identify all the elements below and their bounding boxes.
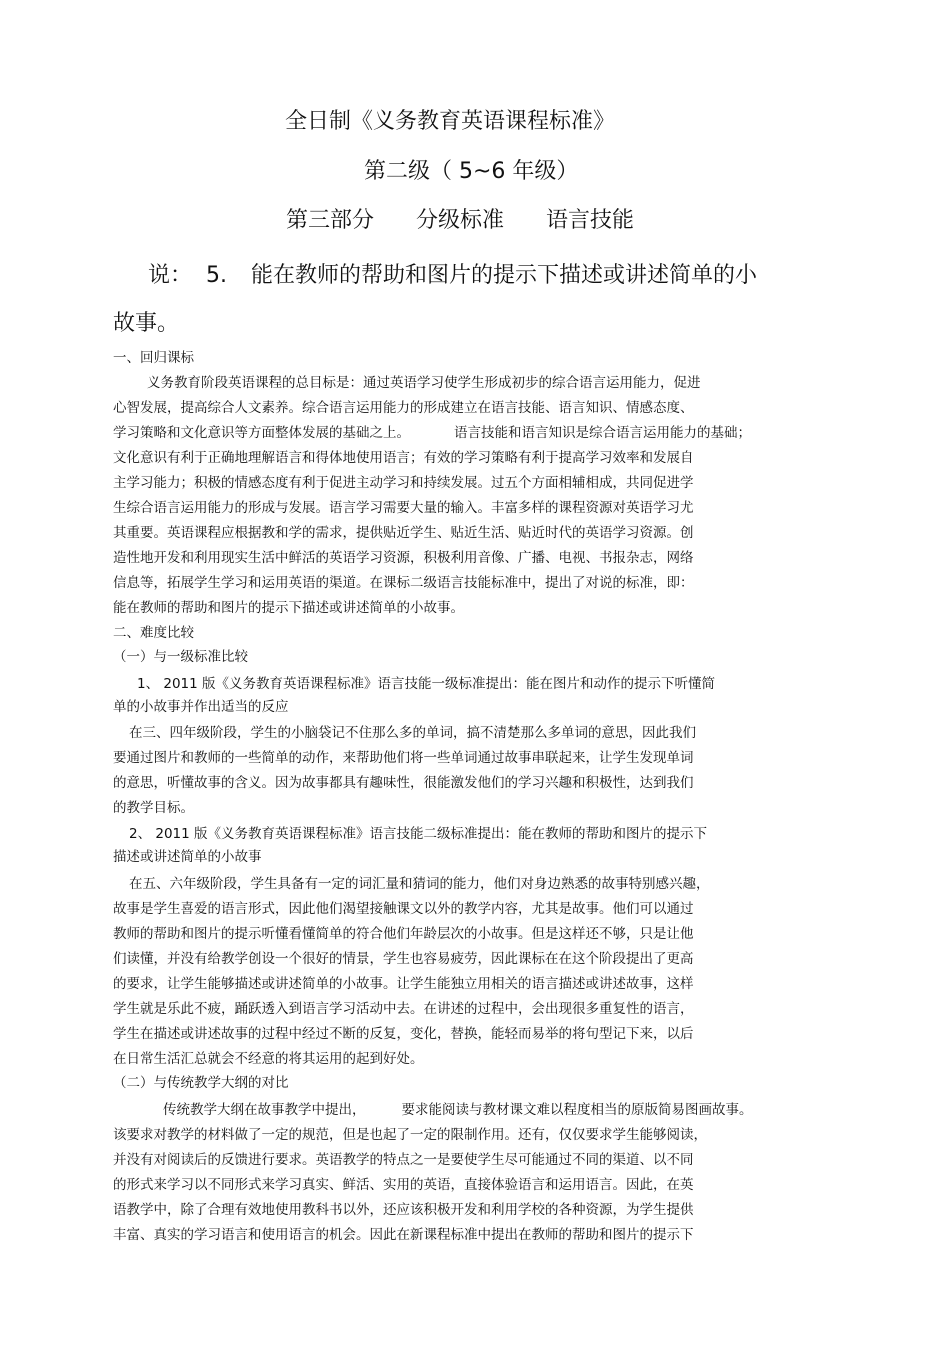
sub1-para2-line: 学生在描述或讲述故事的过程中经过不断的反复，变化，替换，能轻而易举的将句型记下来，以后	[113, 1026, 694, 1042]
section-level: 分级标准	[416, 208, 505, 233]
sub1-para2-line: 学生就是乐此不疲，踊跃透入到语言学习活动中去。在讲述的过程中，会出现很多重复性的语言，	[113, 1001, 694, 1017]
section1-line: 文化意识有利于正确地理解语言和得体地使用语言；有效的学习策略有利于提高学习效率和发展自	[113, 450, 694, 466]
section-part: 第三部分	[286, 208, 375, 233]
section2-heading: 二、难度比较	[113, 625, 194, 641]
sub2-line: 语教学中，除了合理有效地使用教科书以外，还应该积极开发和利用学校的各种资源，为学生提供	[113, 1202, 694, 1218]
section1-line: 主学习能力；积极的情感态度有利于促进主动学习和持续发展。过五个方面相辅相成，共同促进学	[113, 475, 694, 491]
sub1-item1-line: 单的小故事并作出适当的反应	[113, 699, 289, 715]
topic-prefix: 说：	[148, 263, 193, 288]
sub1-para1-line: 在三、四年级阶段，学生的小脑袋记不住那么多的单词，搞不清楚那么多单词的意思，因此我们	[129, 725, 696, 741]
section1-line: 义务教育阶段英语课程的总目标是：通过英语学习使学生形成初步的综合语言运用能力，促进	[147, 375, 701, 391]
section1-line: 学习策略和文化意识等方面整体发展的基础之上。 语言技能和语言知识是综合语言运用能力的基础；	[113, 425, 751, 441]
sub1-para2-line: 故事是学生喜爱的语言形式，因此他们渴望接触课文以外的教学内容，尤其是故事。他们可以通过	[113, 901, 694, 917]
sub1-item2-line: 描述或讲述简单的小故事	[113, 849, 262, 865]
section1-line: 信息等，拓展学生学习和运用英语的渠道。在课标二级语言技能标准中，提出了对说的标准，即：	[113, 575, 694, 591]
sub2-line: 丰富、真实的学习语言和使用语言的机会。因此在新课程标准中提出在教师的帮助和图片的提示下	[113, 1227, 694, 1243]
sub1-item1-line: 1、 2011 版《义务教育英语课程标准》语言技能一级标准提出：能在图片和动作的提示下听懂简	[137, 676, 716, 692]
topic-text: 能在教师的帮助和图片的提示下描述或讲述简单的小	[251, 263, 758, 288]
section1-line: 造性地开发和利用现实生活中鲜活的英语学习资源，积极利用音像、广播、电视、书报杂志，网络	[113, 550, 694, 566]
sub1-para2-line: 教师的帮助和图片的提示听懂看懂简单的符合他们年龄层次的小故事。但是这样还不够，只是让他	[113, 926, 694, 942]
section1-line: 能在教师的帮助和图片的提示下描述或讲述简单的小故事。	[113, 600, 464, 616]
sub2-line: 传统教学大纲在故事教学中提出， 要求能阅读与教材课文难以程度相当的原版简易图画故事。	[163, 1102, 753, 1118]
sub1-para2-line: 的要求，让学生能够描述或讲述简单的小故事。让学生能独立用相关的语言描述或讲述故事，这样	[113, 976, 694, 992]
sub2-line: 该要求对教学的材料做了一定的规范，但是也起了一定的限制作用。还有，仅仅要求学生能够阅读，	[113, 1127, 707, 1143]
topic-line	[148, 258, 757, 289]
section1-line: 心智发展，提高综合人文素养。综合语言运用能力的形成建立在语言技能、语言知识、情感态度、	[113, 400, 694, 416]
section1-line: 其重要。英语课程应根据教和学的需求，提供贴近学生、贴近生活、贴近时代的英语学习资源。创	[113, 525, 694, 541]
sub1-para1-line: 的教学目标。	[113, 800, 194, 816]
section1-line: 生综合语言运用能力的形成与发展。语言学习需要大量的输入。丰富多样的课程资源对英语学习尤	[113, 500, 694, 516]
doc-subtitle-section	[286, 203, 634, 234]
doc-subtitle-grade: 第二级（ 5~6 年级）	[364, 159, 579, 184]
section2-sub1-heading: （一）与一级标准比较	[113, 649, 248, 665]
section-skill: 语言技能	[546, 208, 635, 233]
sub1-item2-line: 2、 2011 版《义务教育英语课程标准》语言技能二级标准提出：能在教师的帮助和图片的提示下	[129, 826, 708, 842]
sub2-line: 并没有对阅读后的反馈进行要求。英语教学的特点之一是要使学生尽可能通过不同的渠道、以不同	[113, 1152, 694, 1168]
sub1-para1-line: 要通过图片和教师的一些简单的动作，来帮助他们将一些单词通过故事串联起来，让学生发现单词	[113, 750, 694, 766]
doc-title: 全日制《义务教育英语课程标准》	[285, 109, 616, 134]
section1-heading: 一、回归课标	[113, 350, 194, 366]
sub1-para1-line: 的意思，听懂故事的含义。因为故事都具有趣味性，很能激发他们的学习兴趣和积极性，达到我们	[113, 775, 694, 791]
topic-number: 5.	[206, 263, 228, 288]
section2-sub2-heading: （二）与传统教学大纲的对比	[113, 1075, 289, 1091]
sub1-para2-line: 在日常生活汇总就会不经意的将其运用的起到好处。	[113, 1051, 424, 1067]
topic-continuation: 故事。	[113, 311, 180, 336]
sub2-line: 的形式来学习以不同形式来学习真实、鲜活、实用的英语，直接体验语言和运用语言。因此，在英	[113, 1177, 694, 1193]
sub1-para2-line: 在五、六年级阶段，学生具备有一定的词汇量和猜词的能力，他们对身边熟悉的故事特别感兴趣，	[129, 876, 710, 892]
sub1-para2-line: 们读懂，并没有给教学创设一个很好的情景，学生也容易疲劳，因此课标在在这个阶段提出了更高	[113, 951, 694, 967]
